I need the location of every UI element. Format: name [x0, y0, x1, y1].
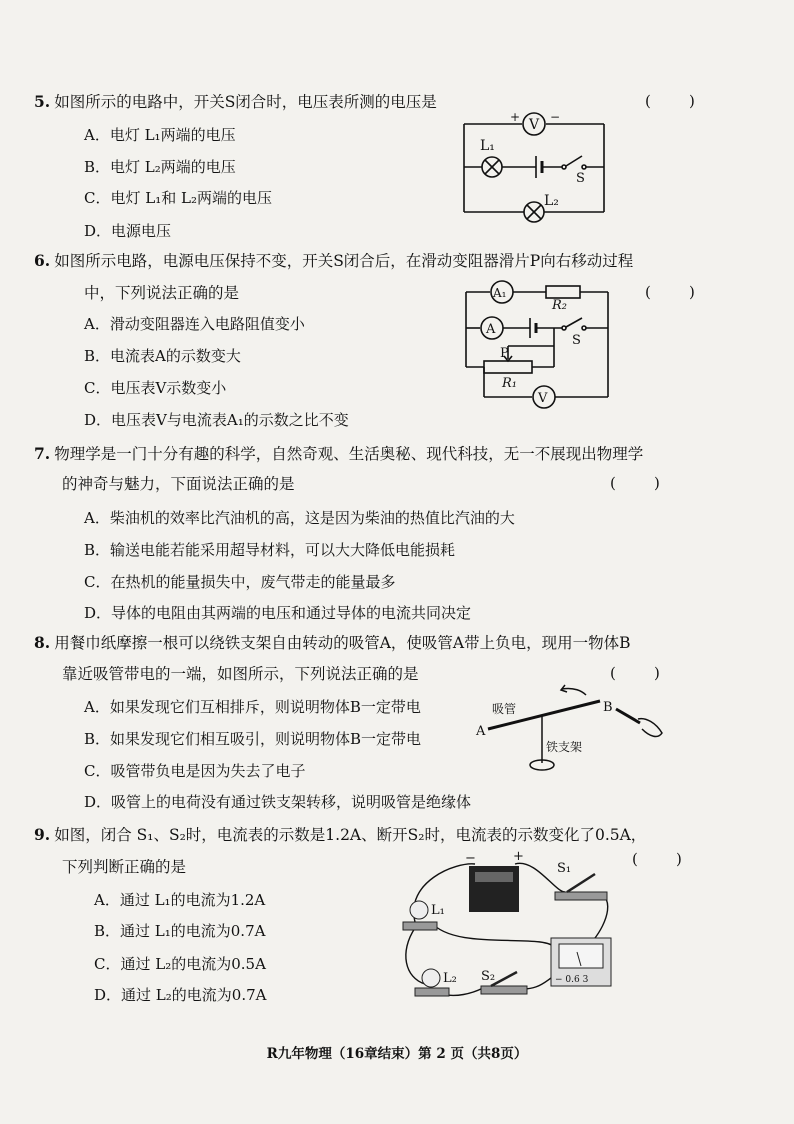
option-b: B．电流表A的示数变大: [84, 347, 241, 365]
switch-label: S: [572, 333, 581, 348]
stem-line: 如图所示的电路中，开关S闭合时，电压表所测的电压是: [54, 93, 437, 111]
switch-s2: [481, 986, 527, 994]
option-a: A．电灯 L₁两端的电压: [84, 126, 236, 144]
lamp-l2: [422, 969, 440, 987]
lamp-l1-label: L₁: [480, 138, 495, 154]
option-d: D．通过 L₂的电流为0.7A: [94, 986, 267, 1004]
stem-line: 如图，闭合 S₁、S₂时，电流表的示数是1.2A、断开S₂时，电流表的示数变化了0.5A，: [54, 826, 647, 844]
lamp-l1: [410, 901, 428, 919]
option-a: A．通过 L₁的电流为1.2A: [94, 891, 266, 909]
stem-line: 物理学是一门十分有趣的科学，自然奇观、生活奥秘、现代科技，无一不展现出物理学: [54, 445, 644, 463]
voltmeter-label: V: [529, 117, 540, 133]
question-9-stem-line2: 下列判断正确的是: [62, 858, 187, 876]
l1-label: L₁: [431, 903, 445, 918]
option-a: A．柴油机的效率比汽油机的高，这是因为柴油的热值比汽油的大: [84, 509, 515, 527]
l2-label: L₂: [443, 971, 457, 986]
meter-scale: − 0.6 3: [555, 975, 589, 985]
option-c: C．电压表V示数变小: [84, 379, 227, 397]
question-number: 7.: [34, 444, 51, 463]
question-9-stem: [34, 825, 646, 845]
option-d: D．电压表V与电流表A₁的示数之比不变: [84, 411, 349, 429]
option-d: D．导体的电阻由其两端的电压和通过导体的电流共同决定: [84, 604, 472, 622]
question-7-stem-line2: 的神奇与魅力，下面说法正确的是: [62, 475, 295, 493]
battery-minus: −: [465, 851, 476, 866]
option-b: B．通过 L₁的电流为0.7A: [94, 922, 266, 940]
question-number: 9.: [34, 825, 51, 844]
question-5-stem: [34, 92, 437, 112]
minus-sign: −: [550, 110, 561, 124]
circuit-diagram-q5: [460, 112, 610, 222]
option-b: B．输送电能若能采用超导材料，可以大大降低电能损耗: [84, 541, 456, 559]
battery-plus: +: [513, 849, 524, 864]
question-7-stem: [34, 444, 643, 464]
option-c: C．电灯 L₁和 L₂两端的电压: [84, 189, 272, 207]
option-d: D．电源电压: [84, 222, 172, 240]
question-number: 5.: [34, 92, 51, 111]
s1-label: S₁: [557, 861, 572, 876]
straw-experiment-figure: [470, 685, 670, 775]
ammeter1-label: A₁: [493, 286, 507, 300]
answer-bracket: ( ): [610, 474, 660, 492]
straw-label: 吸管: [492, 702, 517, 716]
option-c: C．通过 L₂的电流为0.5A: [94, 955, 266, 973]
question-6-stem-line2: 中，下列说法正确的是: [84, 284, 240, 302]
lamp-l2-label: L₂: [544, 193, 559, 209]
circuit-diagram-q6: [462, 280, 622, 410]
answer-bracket: ( ): [645, 92, 695, 110]
question-8-stem-line2: 靠近吸管带电的一端，如图所示，下列说法正确的是: [62, 665, 419, 683]
option-d: D．吸管上的电荷没有通过铁支架转移，说明吸管是绝缘体: [84, 793, 472, 811]
answer-bracket: ( ): [645, 283, 695, 301]
voltmeter-label: V: [538, 391, 548, 406]
stem-line: 用餐巾纸摩擦一根可以绕铁支架自由转动的吸管A，使吸管A带上负电，现用一物体B: [54, 634, 631, 652]
physical-circuit-figure: [395, 849, 625, 1002]
ammeter-label: A: [486, 322, 496, 337]
slider-p-label: P: [500, 346, 509, 361]
answer-bracket: ( ): [610, 664, 660, 682]
question-number: 8.: [34, 633, 51, 652]
switch-label: S: [576, 171, 585, 186]
r1-label: R₁: [502, 376, 517, 391]
option-a: A．滑动变阻器连入电路阻值变小: [84, 315, 305, 333]
answer-bracket: ( ): [632, 850, 682, 868]
option-b: B．如果发现它们相互吸引，则说明物体B一定带电: [84, 730, 422, 748]
straw-a-label: A: [476, 724, 486, 739]
object-b-label: B: [603, 700, 613, 715]
question-6-stem: [34, 251, 633, 271]
page-footer: R九年物理（16章结束）第 2 页（共8页）: [266, 1046, 528, 1062]
option-c: C．吸管带负电是因为失去了电子: [84, 762, 306, 780]
question-number: 6.: [34, 251, 51, 270]
switch-s1: [555, 892, 607, 900]
plus-sign: +: [510, 110, 521, 124]
question-8-stem: [34, 633, 630, 653]
stem-line: 如图所示电路，电源电压保持不变，开关S闭合后，在滑动变阻器滑片P向右移动过程: [54, 252, 634, 270]
option-b: B．电灯 L₂两端的电压: [84, 158, 236, 176]
option-a: A．如果发现它们互相排斥，则说明物体B一定带电: [84, 698, 421, 716]
r2-label: R₂: [552, 298, 567, 313]
s2-label: S₂: [481, 969, 496, 984]
iron-stand-label: 铁支架: [546, 740, 583, 754]
option-c: C．在热机的能量损失中，废气带走的能量最多: [84, 573, 396, 591]
